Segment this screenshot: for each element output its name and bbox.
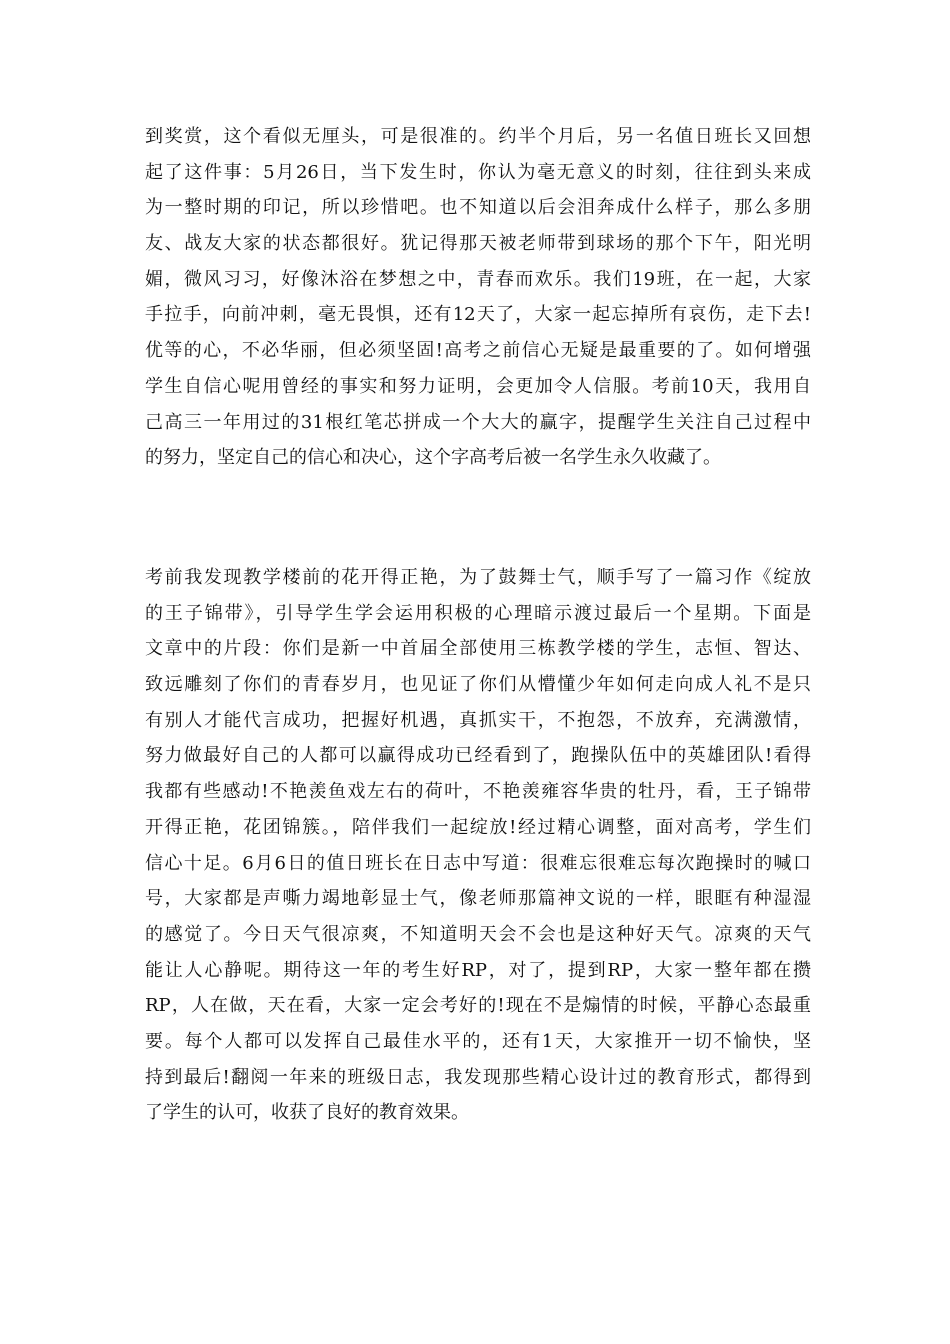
- text-line: 到奖赏，这个看似无厘头，可是很准的。约半个月后，另一名值日班长又回想: [145, 126, 811, 147]
- text-line: 持到最后!翻阅一年来的班级日志，我发现那些精心设计过的教育形式，都得到: [145, 1066, 811, 1088]
- text-line: 有别人才能代言成功，把握好机遇，真抓实干，不抱怨，不放弃，充满激情，: [145, 709, 811, 731]
- text-line: 了学生的认可，收获了良好的教育效果。: [145, 1102, 469, 1124]
- text-line: 己高三一年用过的31根红笔芯拼成一个大大的赢字，提醒学生关注自己过程中: [145, 411, 811, 433]
- text-line: 为一整时期的印记，所以珍惜吧。也不知道以后会泪奔成什么样子，那么多朋: [145, 197, 811, 219]
- text-line: 学生自信心呢用曾经的事实和努力证明，会更加令人信服。考前10天，我用自: [145, 375, 811, 397]
- text-line: RP，人在做，天在看，大家一定会考好的!现在不是煽情的时候，平静心态最重: [145, 995, 811, 1017]
- text-line: 我都有些感动!不艳羡鱼戏左右的荷叶，不艳羡雍容华贵的牡丹，看，王子锦带: [145, 781, 811, 803]
- text-line: 友、战友大家的状态都很好。犹记得那天被老师带到球场的那个下午，阳光明: [145, 233, 811, 255]
- text-line: 文章中的片段：你们是新一中首届全部使用三栋教学楼的学生，志恒、智达、: [145, 638, 811, 660]
- text-line: 优等的心，不必华丽，但必须坚固!高考之前信心无疑是最重要的了。如何增强: [145, 340, 811, 362]
- text-line: 信心十足。6月6日的值日班长在日志中写道：很难忘很难忘每次跑操时的喊口: [145, 852, 811, 874]
- text-line: 能让人心静呢。期待这一年的考生好RP，对了，提到RP，大家一整年都在攒: [145, 959, 811, 981]
- text-line: 的努力，坚定自己的信心和决心，这个字高考后被一名学生永久收藏了。: [145, 447, 721, 469]
- paragraph: [145, 119, 811, 476]
- text-line: 努力做最好自己的人都可以赢得成功已经看到了，跑操队伍中的英雄团队!看得: [145, 745, 811, 767]
- text-line: 的王子锦带》，引导学生学会运用积极的心理暗示渡过最后一个星期。下面是: [145, 602, 811, 624]
- text-line: 媚，微风习习，好像沐浴在梦想之中，青春而欢乐。我们19班，在一起，大家: [145, 268, 811, 290]
- paragraph: [145, 560, 811, 1131]
- text-line: 起了这件事：5月26日，当下发生时，你认为毫无意义的时刻，往往到头来成: [145, 161, 811, 183]
- text-line: 开得正艳，花团锦簇。，陪伴我们一起绽放!经过精心调整，面对高考，学生们: [145, 816, 811, 838]
- text-line: 的感觉了。今日天气很凉爽，不知道明天会不会也是这种好天气。凉爽的天气: [145, 923, 811, 945]
- text-line: 致远雕刻了你们的青春岁月，也见证了你们从懵懂少年如何走向成人礼不是只: [145, 674, 811, 696]
- text-line: 考前我发现教学楼前的花开得正艳，为了鼓舞士气，顺手写了一篇习作《绽放: [145, 567, 811, 588]
- text-line: 要。每个人都可以发挥自己最佳水平的，还有1天，大家推开一切不愉快，坚: [145, 1030, 811, 1052]
- text-line: 手拉手，向前冲刺，毫无畏惧，还有12天了，大家一起忘掉所有哀伤，走下去!: [145, 304, 811, 326]
- text-line: 号，大家都是声嘶力竭地彰显士气，像老师那篇神文说的一样，眼眶有种湿湿: [145, 888, 811, 910]
